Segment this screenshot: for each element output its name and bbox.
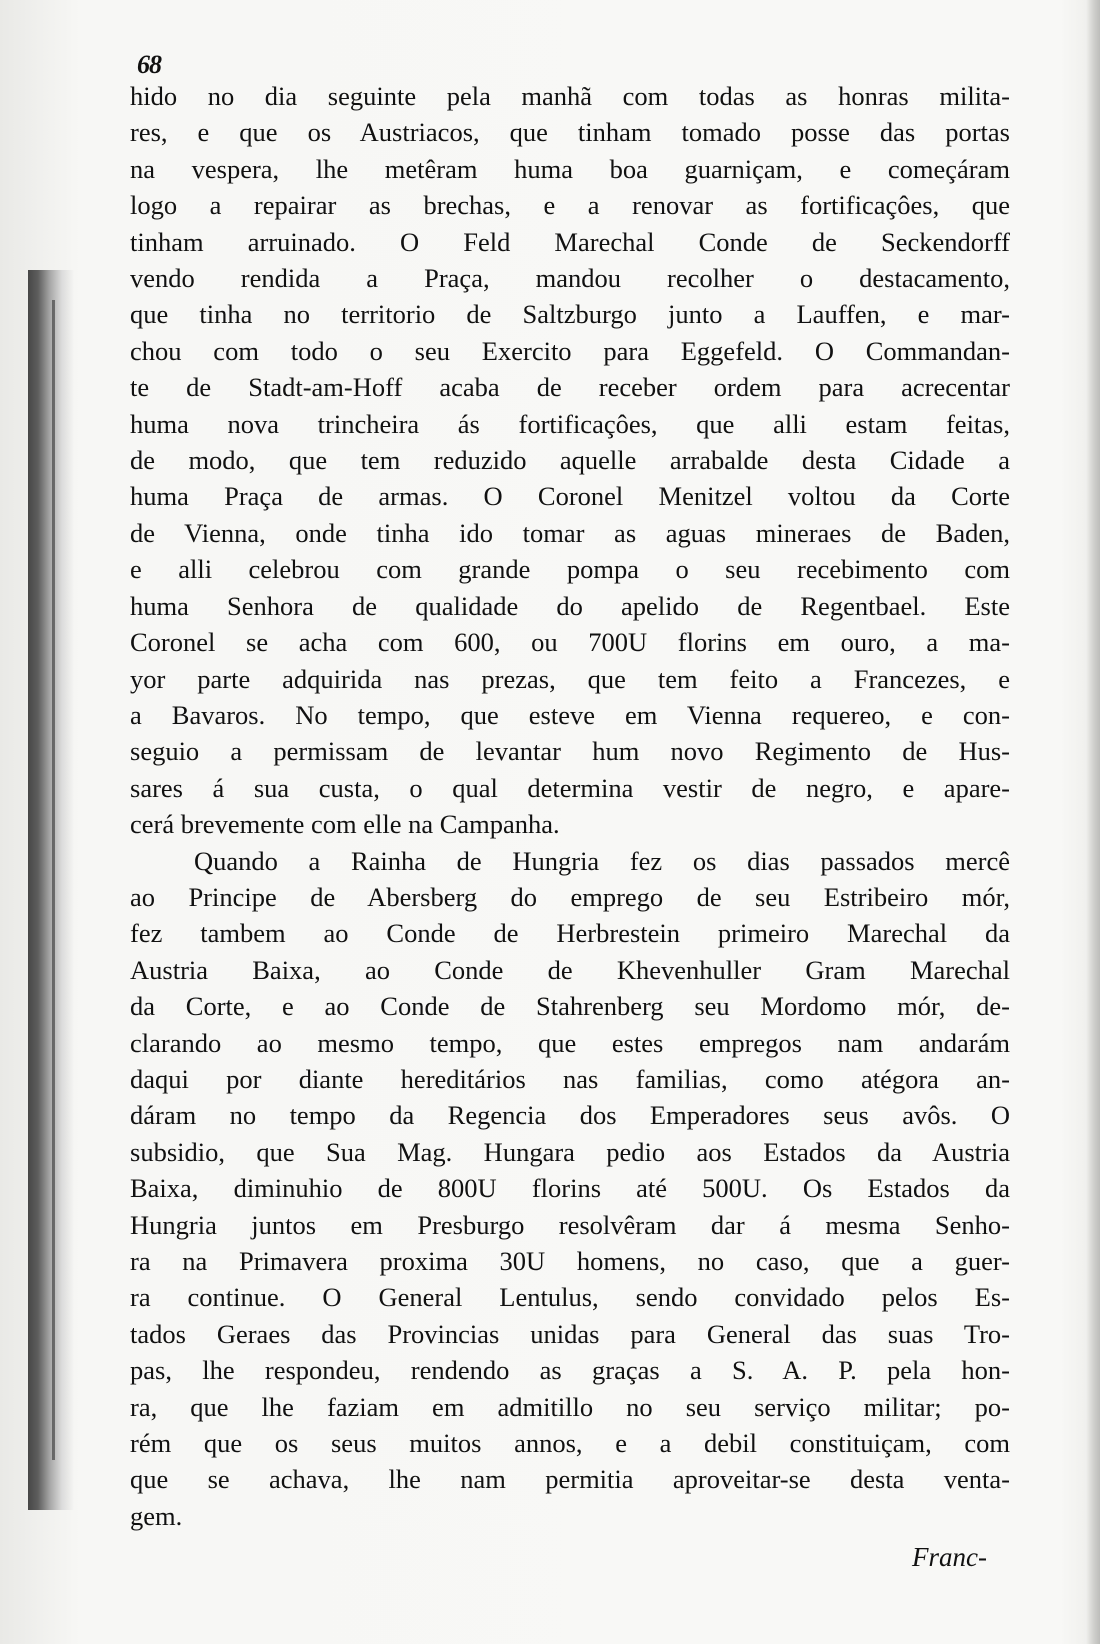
text-line: Hungria juntos em Presburgo resolvêram dar á mesma Senho- bbox=[130, 1209, 1010, 1240]
text-line: da Corte, e ao Conde de Stahrenberg seu Mordomo mór, de- bbox=[130, 991, 1010, 1022]
text-line: huma nova trincheira ás fortificaçôes, que alli estam feitas, bbox=[130, 408, 1010, 439]
text-line: cerá brevemente com elle na Campanha. bbox=[130, 809, 560, 840]
text-line: sares á sua custa, o qual determina vestir de negro, e apare- bbox=[130, 772, 1010, 803]
binding-shadow bbox=[28, 270, 74, 1510]
text-line: ra continue. O General Lentulus, sendo convidado pelos Es- bbox=[130, 1282, 1010, 1313]
text-line: logo a repairar as brechas, e a renovar as fortificaçôes, que bbox=[130, 190, 1010, 221]
text-line: dáram no tempo da Regencia dos Emperadores seus avôs. O bbox=[130, 1100, 1010, 1131]
body-text bbox=[130, 78, 1010, 1534]
text-line: ra na Primavera proxima 30U homens, no caso, que a guer- bbox=[130, 1246, 1010, 1276]
text-line: subsidio, que Sua Mag. Hungara pedio aos Estados da Austria bbox=[130, 1136, 1010, 1167]
text-line: clarando ao mesmo tempo, que estes empregos nam andarám bbox=[130, 1027, 1010, 1058]
text-line: huma Praça de armas. O Coronel Menitzel voltou da Corte bbox=[130, 481, 1010, 512]
text-line: fez tambem ao Conde de Herbrestein primeiro Marechal da bbox=[130, 918, 1010, 949]
paragraph-2 bbox=[130, 843, 1010, 1535]
text-line: Austria Baixa, ao Conde de Khevenhuller Gram Marechal bbox=[130, 954, 1010, 985]
page-number: 68 bbox=[137, 50, 161, 79]
text-line: Quando a Rainha de Hungria fez os dias passados mercê bbox=[194, 845, 1010, 876]
paragraph-1 bbox=[130, 78, 1010, 843]
text-line: chou com todo o seu Exercito para Eggefeld. O Commandan- bbox=[130, 335, 1010, 366]
text-line: que tinha no territorio de Saltzburgo junto a Lauffen, e mar- bbox=[130, 299, 1010, 330]
text-line: Baixa, diminuhio de 800U florins até 500U. Os Estados da bbox=[130, 1173, 1010, 1204]
text-line: ao Principe de Abersberg do emprego de seu Estribeiro mór, bbox=[130, 881, 1010, 912]
text-line: Coronel se acha com 600, ou 700U florins em ouro, a ma- bbox=[130, 627, 1010, 658]
text-line: daqui por diante hereditários nas familias, como atégora an- bbox=[130, 1063, 1010, 1094]
text-line: huma Senhora de qualidade do apelido de Regentbael. Este bbox=[130, 590, 1010, 621]
text-line: hido no dia seguinte pela manhã com todas as honras milita- bbox=[130, 81, 1010, 111]
text-line: que se achava, lhe nam permitia aproveitar-se desta venta- bbox=[130, 1464, 1010, 1495]
text-line: rém que os seus muitos annos, e a debil constituiçam, com bbox=[130, 1428, 1010, 1459]
text-line: a Bavaros. No tempo, que esteve em Vienna requereo, e con- bbox=[130, 699, 1010, 730]
binding-edge bbox=[52, 300, 55, 1460]
text-line: na vespera, lhe metêram huma boa guarniçam, e começáram bbox=[130, 153, 1010, 184]
page-edge bbox=[1086, 0, 1100, 1644]
catchword: Franc- bbox=[912, 1542, 987, 1572]
text-line: pas, lhe respondeu, rendendo as graças a S. A. P. pela hon- bbox=[130, 1355, 1010, 1386]
text-line: yor parte adquirida nas prezas, que tem feito a Francezes, e bbox=[130, 663, 1010, 694]
text-line: e alli celebrou com grande pompa o seu recebimento com bbox=[130, 554, 1010, 585]
text-line: te de Stadt-am-Hoff acaba de receber ordem para acrecentar bbox=[130, 372, 1010, 403]
text-line: seguio a permissam de levantar hum novo Regimento de Hus- bbox=[130, 736, 1010, 767]
text-line: de modo, que tem reduzido aquelle arrabalde desta Cidade a bbox=[130, 445, 1010, 476]
text-line: tados Geraes das Provincias unidas para General das suas Tro- bbox=[130, 1318, 1010, 1349]
text-line: ra, que lhe faziam em admitillo no seu serviço militar; po- bbox=[130, 1391, 1010, 1422]
text-line: gem. bbox=[130, 1500, 183, 1531]
text-line: de Vienna, onde tinha ido tomar as aguas mineraes de Baden, bbox=[130, 517, 1010, 548]
text-line: tinham arruinado. O Feld Marechal Conde de Seckendorff bbox=[130, 226, 1010, 257]
text-line: vendo rendida a Praça, mandou recolher o destacamento, bbox=[130, 263, 1010, 294]
text-line: res, e que os Austriacos, que tinham tomado posse das portas bbox=[130, 117, 1010, 148]
